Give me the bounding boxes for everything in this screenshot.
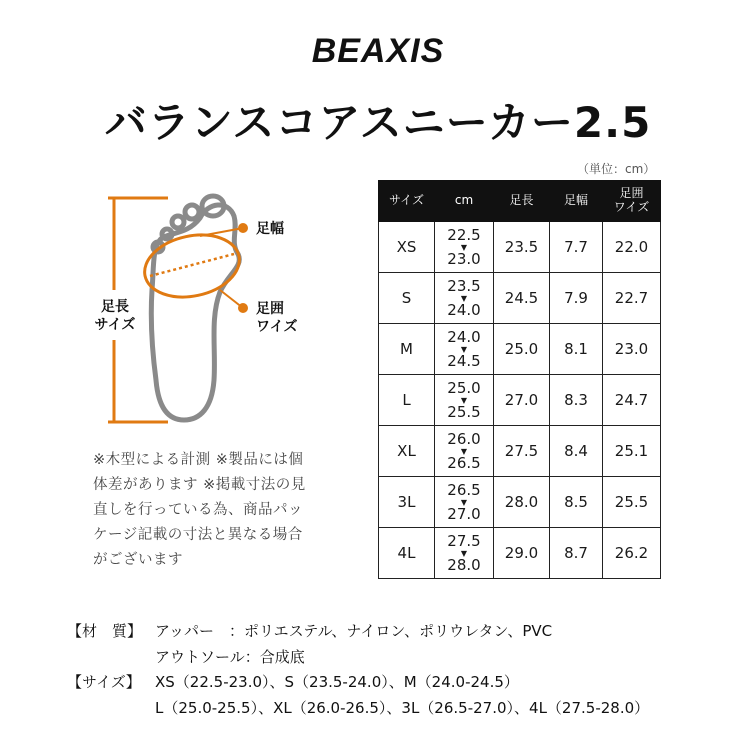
materials-upper: アッパー ：ポリエステル、ナイロン、ポリウレタン、PVC	[155, 622, 553, 640]
label-foot-length-line1: 足長	[101, 299, 129, 315]
cell-width: 8.7	[550, 528, 603, 579]
cm-to: 27.0	[447, 504, 481, 523]
cm-to: 28.0	[447, 555, 481, 574]
cell-length: 24.5	[494, 273, 550, 324]
label-foot-length	[88, 298, 142, 334]
cell-girth: 22.0	[603, 222, 661, 273]
header-girth-line1: 足囲	[619, 186, 644, 201]
sizes-line2: L（25.0-25.5）、XL（26.0-26.5）、3L（26.5-27.0）、4L（27.5-28.0）	[155, 698, 650, 717]
cell-girth: 25.5	[603, 477, 661, 528]
cell-cm-range	[435, 477, 494, 528]
cell-size: XS	[379, 222, 435, 273]
cell-length: 27.5	[494, 426, 550, 477]
table-row	[379, 528, 661, 579]
materials-label: 【材 質】	[67, 622, 143, 640]
cm-to: 24.5	[447, 351, 481, 370]
materials-outsole-row	[67, 645, 747, 671]
width-pointer-dot	[238, 223, 248, 233]
cell-cm-range	[435, 375, 494, 426]
cm-to: 24.0	[447, 300, 481, 319]
cell-size: M	[379, 324, 435, 375]
header-girth-line2: ワイズ	[613, 200, 650, 214]
cell-girth: 25.1	[603, 426, 661, 477]
cell-cm-range	[435, 426, 494, 477]
label-foot-girth-line1: 足囲	[256, 301, 284, 317]
cm-from: 26.5	[447, 480, 481, 499]
cell-cm-range	[435, 528, 494, 579]
table-row	[379, 375, 661, 426]
header-girth	[603, 181, 661, 222]
table-row	[379, 273, 661, 324]
table-header-row	[379, 181, 661, 222]
cm-from: 25.0	[447, 378, 481, 397]
down-arrow-icon: ▼	[460, 548, 468, 558]
cell-girth: 24.7	[603, 375, 661, 426]
brand-logo: BEAXIS	[311, 32, 445, 70]
header-length: 足長	[494, 181, 550, 222]
cell-length: 27.0	[494, 375, 550, 426]
cell-width: 7.7	[550, 222, 603, 273]
cm-from: 22.5	[447, 225, 481, 244]
sizes-line1: XS（22.5-23.0）、S（23.5-24.0）、M（24.0-24.5）	[155, 673, 519, 691]
cell-width: 8.5	[550, 477, 603, 528]
note-line: がございます	[93, 552, 183, 568]
cm-from: 23.5	[447, 276, 481, 295]
note-line: 体差があります ※掲載寸法の見	[93, 477, 306, 493]
note-line: ※木型による計測 ※製品には個	[93, 452, 304, 468]
label-foot-girth-line2: ワイズ	[256, 319, 298, 335]
sizes-row-2	[67, 696, 747, 722]
size-table	[378, 180, 661, 579]
header-cm: cm	[435, 181, 494, 222]
cell-size: 3L	[379, 477, 435, 528]
sizes-label: 【サイズ】	[67, 673, 141, 691]
table-row	[379, 222, 661, 273]
note-line: 直しを行っている為、商品パッ	[93, 502, 303, 518]
unit-note: （単位：cm）	[577, 162, 656, 176]
cell-girth: 26.2	[603, 528, 661, 579]
down-arrow-icon: ▼	[460, 395, 468, 405]
cell-girth: 22.7	[603, 273, 661, 324]
foot-outline	[151, 196, 239, 420]
cell-width: 8.3	[550, 375, 603, 426]
cm-from: 26.0	[447, 429, 481, 448]
girth-pointer-dot	[238, 303, 248, 313]
label-foot-width: 足幅	[256, 221, 284, 237]
cell-length: 29.0	[494, 528, 550, 579]
header-width: 足幅	[550, 181, 603, 222]
cell-girth: 23.0	[603, 324, 661, 375]
product-title: バランスコアスニーカー2.5	[104, 98, 652, 147]
foot-measurement-diagram	[88, 190, 348, 434]
down-arrow-icon: ▼	[460, 293, 468, 303]
cell-cm-range	[435, 222, 494, 273]
cell-length: 25.0	[494, 324, 550, 375]
sizes-row	[67, 670, 747, 696]
cell-size: XL	[379, 426, 435, 477]
cell-length: 28.0	[494, 477, 550, 528]
down-arrow-icon: ▼	[460, 497, 468, 507]
product-specs	[67, 619, 747, 721]
header-size: サイズ	[379, 181, 435, 222]
label-foot-length-line2: サイズ	[94, 317, 136, 333]
materials-outsole: アウトソール：合成底	[155, 647, 305, 666]
width-dashed-line	[150, 254, 234, 276]
cell-size: S	[379, 273, 435, 324]
materials-row	[67, 619, 747, 645]
down-arrow-icon: ▼	[460, 446, 468, 456]
cell-cm-range	[435, 273, 494, 324]
table-row	[379, 477, 661, 528]
cell-size: L	[379, 375, 435, 426]
note-line: ケージ記載の寸法と異なる場合	[93, 527, 303, 543]
cell-cm-range	[435, 324, 494, 375]
cell-width: 8.1	[550, 324, 603, 375]
cm-to: 25.5	[447, 402, 481, 421]
table-row	[379, 426, 661, 477]
cell-width: 8.4	[550, 426, 603, 477]
cell-size: 4L	[379, 528, 435, 579]
cm-to: 23.0	[447, 249, 481, 268]
down-arrow-icon: ▼	[460, 242, 468, 252]
cm-from: 27.5	[447, 531, 481, 550]
label-foot-girth	[256, 300, 297, 336]
table-row	[379, 324, 661, 375]
cell-width: 7.9	[550, 273, 603, 324]
cell-length: 23.5	[494, 222, 550, 273]
down-arrow-icon: ▼	[460, 344, 468, 354]
measurement-note	[93, 448, 343, 573]
cm-from: 24.0	[447, 327, 481, 346]
size-table-body	[379, 222, 661, 579]
cm-to: 26.5	[447, 453, 481, 472]
